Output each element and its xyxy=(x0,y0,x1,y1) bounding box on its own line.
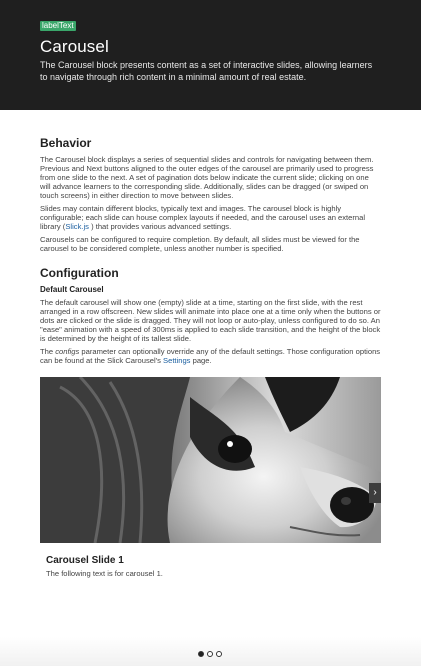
main-content xyxy=(0,110,421,666)
default-carousel-heading: Default Carousel xyxy=(40,285,104,294)
pagination-dot-2[interactable] xyxy=(207,651,213,657)
page-subtitle: The Carousel block presents content as a set of interactive slides, allowing learners to navigate through rich content in a minimal amount of real estate. xyxy=(40,60,373,82)
behavior-p2-text-a: Slides may contain different blocks, typically text and images. The carousel block is highly configurable; each slide can house complex layouts if needed, and the carousel uses an external library ( xyxy=(40,204,366,231)
configuration-heading: Configuration xyxy=(40,266,119,280)
behavior-section xyxy=(40,136,381,253)
carousel-slide-image[interactable] xyxy=(40,377,381,543)
next-slide-button[interactable] xyxy=(369,483,381,503)
behavior-heading: Behavior xyxy=(40,136,92,150)
behavior-paragraph-2 xyxy=(40,204,381,231)
slide-title: Carousel Slide 1 xyxy=(46,555,124,566)
config-p2-text-c: page. xyxy=(190,356,212,365)
page-header xyxy=(0,0,421,110)
behavior-paragraph-1: The Carousel block displays a series of sequential slides and controls for navigating between them. Previous and Next buttons aligned to the outer edges of the carousel are primarily used to progress from one slide to the next. A set of pagination dots below indicate the current slide; clicking on one will advance learners to the corresponding slide. Additionally, slides can be dragged (or swiped on touch screens) in either direction to move between slides. xyxy=(40,155,374,200)
slide-caption xyxy=(40,543,381,578)
behavior-paragraph-3: Carousels can be configured to require completion. By default, all slides must be viewed for the carousel to be considered complete, unless another number is specified. xyxy=(40,235,360,253)
chevron-right-icon: › xyxy=(373,487,377,498)
page-title: Carousel xyxy=(40,37,109,56)
settings-link[interactable]: Settings xyxy=(163,356,191,365)
label-badge: labelText xyxy=(42,21,74,30)
slide-text: The following text is for carousel 1. xyxy=(46,569,163,578)
behavior-p2-text-b: ) that provides various advanced settings. xyxy=(88,222,232,231)
dog-photo xyxy=(40,377,381,543)
configuration-paragraph-2 xyxy=(40,347,381,365)
configuration-section xyxy=(40,266,381,365)
slickjs-link[interactable]: Slick.js xyxy=(65,222,89,231)
carousel-pagination-dots xyxy=(198,651,222,657)
pagination-dot-1[interactable] xyxy=(198,651,204,657)
config-p2-text-a: The xyxy=(40,347,56,356)
configs-param: configs xyxy=(55,347,80,356)
config-p2-text-b: parameter can optionally override any of the default settings. Those configuration options can be found at the Slick Carousel's xyxy=(40,347,381,365)
pagination-dot-3[interactable] xyxy=(216,651,222,657)
configuration-paragraph-1: The default carousel will show one (empty) slide at a time, starting on the first slide, with the rest arranged in a row offscreen. New slides will animate into place one at a time only when the buttons or dots are clicked or the slide is dragged. They will not loop or auto-play, unless configured to do so. An "ease" animation with a speed of 300ms is applied to each slide transition, and the height of the block is determined by the height of its tallest slide. xyxy=(40,298,381,343)
